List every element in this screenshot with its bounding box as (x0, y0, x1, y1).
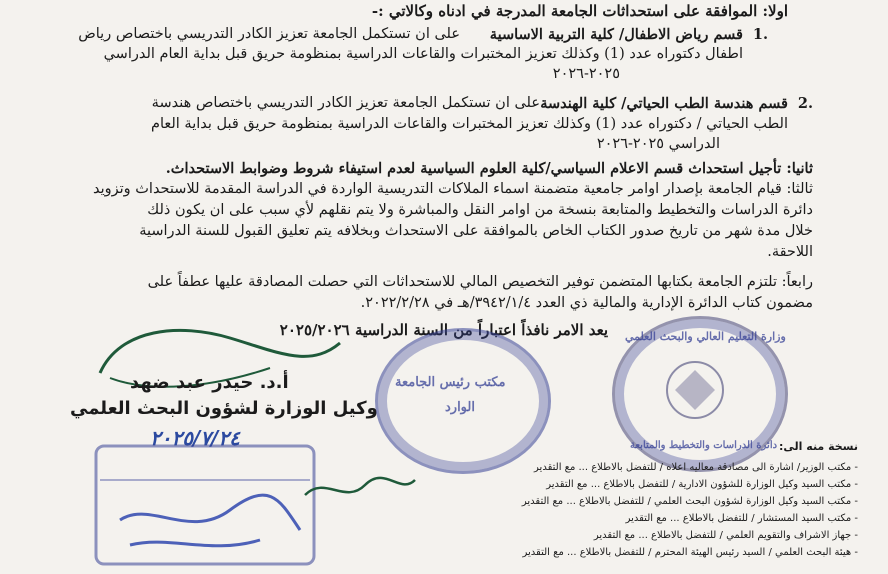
signatory-position: وكيل الوزارة لشؤون البحث العلمي (70, 398, 378, 419)
section-three-line1: ثالثا: قيام الجامعة بإصدار اوامر جامعية متضمنة اسماء الملاكات التدريسية الواردة في الدراسة المقدمة للاستحداث وتزويد (92, 181, 813, 197)
item-1-line1: على ان تستكمل الجامعة تعزيز الكادر التدريسي باختصاص رياض (78, 26, 460, 42)
item-1-line2: اطفال دكتوراه عدد (1) وكذلك تعزيز المختبرات والقاعات الدراسية بمنظومة حريق قبل بداية العام الدراسي (103, 46, 743, 62)
item-2-number: .2 (797, 95, 813, 112)
copies-line-6: - هيئة البحث العلمي / السيد رئيس الهيئة المحترم / للتفضل بالاطلاع ... مع التقدير (522, 547, 858, 558)
signature-stroke-1 (100, 330, 340, 373)
university-stamp-sub: الوارد (445, 400, 475, 415)
section-three-line2: دائرة الدراسات والتخطيط والمتابعة بنسخة من اوامر النقل والمباشرة ولا يتم نقلهم لأي سبب على ان يكون ذلك (147, 202, 813, 218)
ministry-seal-text: وزارة التعليم العالي والبحث العلمي (625, 330, 786, 343)
handwritten-note (300, 470, 420, 510)
signatory-name: أ.د. حيدر عبد ضهد (130, 372, 289, 393)
university-stamp-text: مكتب رئيس الجامعة (395, 375, 506, 390)
signature-date: ٢٠٢٥/٧/٢٤ (150, 426, 240, 450)
copies-line-1: - مكتب الوزير/ اشارة الى مصادقة معاليه اعلاه / للتفضل بالاطلاع ... مع التقدير (534, 462, 858, 473)
section-four-line1: رابعاً: تلتزم الجامعة بكتابها المتضمن توفير التخصيص المالي للاستحداثات التي حصلت المصادقة عليها عطفاً على (147, 274, 813, 290)
item-2-line3: الدراسي ٢٠٢٥-٢٠٢٦ (596, 136, 720, 152)
item-2-title: قسم هندسة الطب الحياتي/ كلية الهندسة (540, 95, 788, 112)
item-2-line1: على ان تستكمل الجامعة تعزيز الكادر التدريسي باختصاص هندسة (151, 95, 540, 111)
copies-title: نسخة منه الى: (779, 440, 858, 453)
item-2-line2: الطب الحياتي / دكتوراه عدد (1) وكذلك تعزيز المختبرات والقاعات الدراسية بمنظومة حريق قبل بداية العام (150, 116, 788, 132)
section-three-line4: اللاحقة. (767, 244, 813, 260)
section-two: ثانيا: تأجيل استحداث قسم الاعلام السياسي/كلية العلوم السياسية لعدم استيفاء شروط وضوابط الاستحداث. (165, 160, 813, 177)
eagle-emblem-icon (660, 355, 730, 425)
copies-line-5: - جهاز الاشراف والتقويم العلمي / للتفضل بالاطلاع ... مع التقدير (593, 530, 858, 541)
item-1-line3: ٢٠٢٥-٢٠٢٦ (552, 66, 620, 82)
copies-line-4: - مكتب السيد المستشار / للتفضل بالاطلاع ... مع التقدير (625, 513, 858, 524)
section-three-line3: خلال مدة شهر من تاريخ صدور الكتاب الخاص بالموافقة على الاستحداث وبخلافه يتم تعليق القبول للسنة الدراسية (139, 223, 813, 239)
ministry-seal-sub: دائرة الدراسات والتخطيط والمتابعة (630, 440, 778, 451)
copies-line-2: - مكتب السيد وكيل الوزارة للشؤون الادارية / للتفضل بالاطلاع ... مع التقدير (546, 479, 858, 490)
incoming-stamp (90, 440, 320, 570)
item-1-title: قسم رياض الاطفال/ كلية التربية الاساسية (489, 26, 743, 43)
item-1-number: .1 (752, 26, 768, 43)
copies-line-3: - مكتب السيد وكيل الوزارة لشؤون البحث العلمي / للتفضل بالاطلاع ... مع التقدير (521, 496, 858, 507)
section-four-line2: مضمون كتاب الدائرة الإدارية والمالية ذي العدد ٣٩٤٢/١/٤/هـ في ٢٠٢٢/٢/٢٨. (360, 295, 813, 311)
section-one-heading: اولا: الموافقة على استحداثات الجامعة المدرجة في ادناه وكالاتي :- (371, 2, 788, 20)
effective-statement: يعد الامر نافذاً اعتباراً من السنة الدراسية ٢٠٢٥/٢٠٢٦ (279, 321, 608, 339)
